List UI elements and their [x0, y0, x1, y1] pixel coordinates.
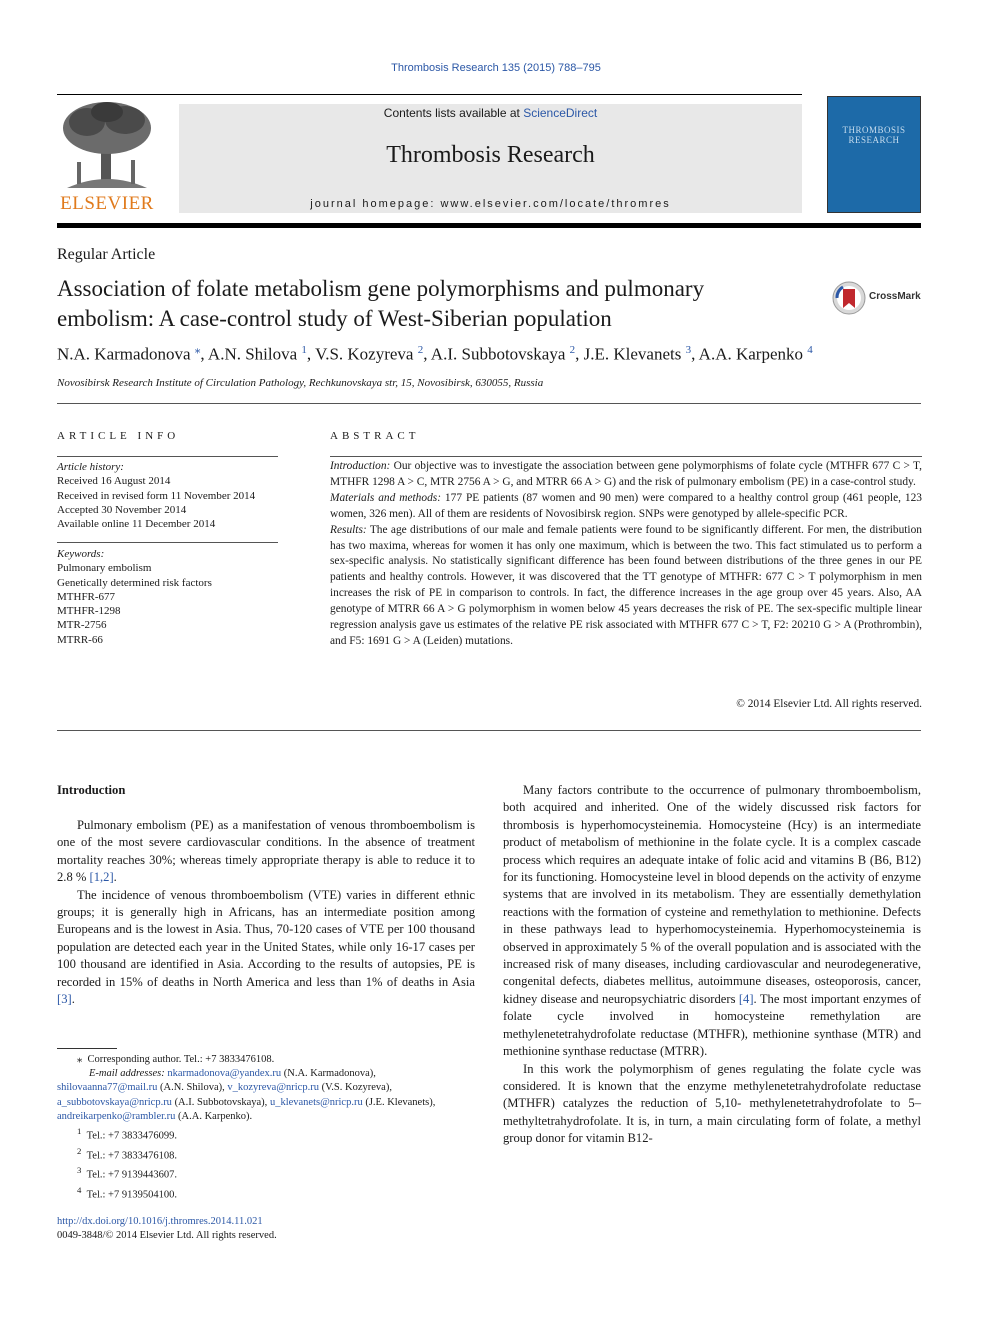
doi-link[interactable]: http://dx.doi.org/10.1016/j.thromres.2014.11.021 — [57, 1216, 263, 1227]
article-history — [57, 460, 297, 531]
keyword: Genetically determined risk factors — [57, 576, 212, 589]
tel-footnote: $^1$ Tel.: +7 3833476099. — [77, 1126, 177, 1142]
footnote-rule — [57, 1048, 117, 1049]
abstract-bottom-rule — [57, 730, 921, 731]
author-mark[interactable]: 2 — [569, 344, 576, 356]
abstract-methods: Materials and methods: 177 PE patients (87 women and 90 men) were compared to a healthy control group (461 people, 123 women, 326 men). All of them are residents of Novosibirsk region. SNPs were genotyped by allele-specific PCR. — [330, 491, 922, 520]
doi-block — [57, 1215, 277, 1243]
sciencedirect-link[interactable]: ScienceDirect — [523, 106, 598, 120]
email-addresses-cont: shilovaanna77@mail.ru (A.N. Shilova), v_kozyreva@nricp.ru (V.S. Kozyreva), — [57, 1082, 392, 1094]
article-info-rule — [57, 456, 278, 457]
right-column — [503, 782, 921, 1148]
author-mark[interactable]: 1 — [301, 344, 307, 356]
tel-footnote: $^2$ Tel.: +7 3833476108. — [77, 1145, 177, 1162]
journal-banner — [179, 104, 802, 213]
author-list — [57, 343, 813, 365]
crossmark-label: CrossMark — [869, 291, 921, 302]
abstract-rule — [330, 456, 922, 457]
affiliation-rule — [57, 403, 921, 404]
keyword: MTRR-66 — [57, 633, 103, 646]
email-addresses: E-mail addresses: nkarmadonova@yandex.ru (N.A. Karmadonova), — [89, 1068, 376, 1080]
contents-prefix: Contents lists available at — [383, 106, 524, 120]
left-column — [57, 817, 475, 1008]
keyword: MTHFR-677 — [57, 590, 116, 603]
paragraph: Many factors contribute to the occurrence of pulmonary thromboembolism, both acquired and inherited. One of the widely discussed risk factors for thrombosis is hyperhomocysteinemia. Homocysteine (Hcy) is an intermediate product of metabolism of methionine in the folate cycle. It is a complex cascade process which requires an adequate intake of folic acid and vitamins B (B6, B12) for its functioning. Homocysteine level in blood depends on the activity of enzyme systems that are involved in its metabolism. They are essentially demethylation reactions with the formation of cysteine and remethylation to methionine. Defects in these pathways lead to hyperhomocysteinemia. Hyperhomocysteinemia is observed in approximately 5 % of the overall population and is associated with the increased risk of many diseases, including cardiovascular and neurodegenerative, congenital defects, diabetes mellitus, autoimmune diseases, osteoporosis, cancer, kidney disease and neuropsychiatric disorders [4]. The most important enzymes of folate cycle involved in homocysteine remethylation are methylenetetrahydrofolate reductase (MTHFR), methionine synthase (MTR) and methionine synthase reductase (MTRR). — [503, 783, 921, 1059]
email-link[interactable]: nkarmadonova@yandex.ru — [167, 1068, 282, 1080]
author-mark[interactable]: ⁎ — [194, 344, 201, 356]
journal-name: Thrombosis Research — [386, 142, 595, 168]
contents-line — [179, 106, 802, 120]
paragraph: The incidence of venous thromboembolism (VTE) varies in different ethnic groups; it is generally high in Africans, has an intermediate position among Europeans and is the lowest in Asia. Thus, 70-120 cases of VTE per 100 thousand population are detected each year in the United States, while only 16-17 cases per 100 thousand are identified in Asia. According to the results of autopsies, PE is recorded in 15% of deaths in North America and less than 1% of deaths in Asia [3]. — [57, 887, 475, 1007]
history-item: Received in revised form 11 November 2014 — [57, 489, 256, 502]
email-link[interactable]: v_kozyreva@nricp.ru — [227, 1082, 319, 1094]
paragraph: Pulmonary embolism (PE) as a manifestation of venous thromboembolism is one of the most severe cardiovascular conditions. In the absence of treatment mortality reaches 30%; whereas timely appropriate therapy is able to reduce it to 2.8 % [1,2]. — [57, 818, 475, 885]
journal-citation[interactable]: Thrombosis Research 135 (2015) 788–795 — [391, 62, 601, 74]
article-info-heading: ARTICLE INFO — [57, 430, 180, 442]
article-title: Association of folate metabolism gene polymorphisms and pulmonary embolism: A case-control study of West-Siberian population — [57, 276, 705, 331]
author: , J.E. Klevanets — [575, 344, 686, 364]
keyword: MTHFR-1298 — [57, 605, 121, 618]
history-item: Accepted 30 November 2014 — [57, 503, 187, 516]
author-mark[interactable]: 3 — [685, 344, 692, 356]
header-rule — [57, 94, 802, 95]
elsevier-wordmark: ELSEVIER — [60, 193, 154, 214]
email-link[interactable]: andreikarpenko@rambler.ru — [57, 1110, 176, 1122]
author: , A.A. Karpenko — [691, 344, 808, 364]
corresponding-author-note: ⁎ Corresponding author. Tel.: +7 3833476108. — [77, 1054, 275, 1065]
author: , V.S. Kozyreva — [306, 344, 418, 364]
tel-footnote: $^4$ Tel.: +7 9139504100. — [77, 1185, 177, 1201]
email-addresses-cont: andreikarpenko@rambler.ru (A.A. Karpenko). — [57, 1110, 253, 1122]
history-item: Received 16 August 2014 — [57, 475, 171, 488]
keyword: MTR-2756 — [57, 619, 107, 632]
email-link[interactable]: u_klevanets@nricp.ru — [269, 1096, 363, 1108]
abstract-results: Results: The age distributions of our male and female patients were found to be significantly different. For men, the distribution has two maxima, whereas for women it has only one maximum, which is between the two. This fact stimulated us to perform a sex-specific analysis. No statistically significant difference has been found between distributions of the three genes in our PE patients and healthy controls. However, it was discovered that the TT genotype of MTHFR: 677 C > T polymorphism in men increases the risk of PE in comparison to controls. In fact, the difference increases in the age group over 45 years. Also, AA genotype of MTRR 66 A > G polymorphism in women below 45 years decreases the risk of PE. The sex-specific multiple linear regression analysis gave us estimates of the relative PE risk associated with MTHFR 677 C > T, F2: 20210 G > A (Prothrombin), and F5: 1691 G > A (Leiden) mutations. — [330, 523, 922, 647]
journal-cover — [827, 96, 921, 213]
author-mark[interactable]: 4 — [807, 344, 813, 356]
abstract-heading: ABSTRACT — [330, 430, 420, 442]
history-item: Available online 11 December 2014 — [57, 518, 216, 531]
issn-line: 0049-3848/© 2014 Elsevier Ltd. All rights reserved. — [57, 1230, 277, 1241]
paragraph: In this work the polymorphism of genes regulating the folate cycle was considered. It is known that the enzyme methylenetetrahydrofolate reductase (MTHFR) catalyzes the reduction of 5,10- methylenetetrahydrofolate to 5– methyltetrahydrofolate. It is, in turn, a main circulating form of folate, a methyl group donor for vitamin B12- — [503, 1061, 921, 1146]
history-label: Article history: — [57, 461, 124, 473]
abstract-copyright: © 2014 Elsevier Ltd. All rights reserved. — [736, 698, 922, 710]
reference-link[interactable]: [3] — [57, 992, 72, 1007]
author: , A.N. Shilova — [200, 344, 302, 364]
author: , A.I. Subbotovskaya — [423, 344, 570, 364]
email-link[interactable]: a_subbotovskaya@nricp.ru — [57, 1096, 172, 1108]
cover-title: THROMBOSIS RESEARCH — [842, 125, 906, 145]
abstract-introduction: Introduction: Our objective was to investigate the association between gene polymorphisms of folate cycle (MTHFR 677 C > T, MTHFR 1298 A > C, MTR 2756 A > G, and MTRR 66 A > G) and the risk of pulmonary embolism (PE) in a case-control study. — [330, 460, 922, 488]
email-link[interactable]: shilovaanna77@mail.ru — [57, 1082, 158, 1094]
abstract-body — [330, 459, 922, 650]
keywords-rule — [57, 542, 278, 543]
tel-footnote: $^3$ Tel.: +7 9139443607. — [77, 1165, 177, 1181]
footnotes — [57, 1053, 477, 1203]
introduction-heading: Introduction — [57, 783, 126, 797]
article-type: Regular Article — [57, 246, 156, 263]
reference-link[interactable]: [1,2] — [89, 870, 114, 885]
affiliation: Novosibirsk Research Institute of Circulation Pathology, Rechkunovskaya str, 15, Novosibirsk, 630055, Russia — [57, 377, 544, 389]
elsevier-logo — [57, 100, 157, 215]
author-mark[interactable]: 2 — [417, 344, 424, 356]
keyword: Pulmonary embolism — [57, 562, 152, 575]
journal-homepage[interactable]: journal homepage: www.elsevier.com/locate/thromres — [310, 198, 671, 210]
email-addresses-cont: a_subbotovskaya@nricp.ru (A.I. Subbotovskaya), u_klevanets@nricp.ru (J.E. Klevanets), — [57, 1096, 436, 1108]
elsevier-tree-icon — [57, 100, 157, 192]
reference-link[interactable]: [4] — [738, 991, 754, 1006]
crossmark-badge[interactable] — [832, 281, 922, 315]
header-thick-rule — [57, 223, 921, 228]
keywords — [57, 547, 297, 647]
author: N.A. Karmadonova — [57, 344, 195, 364]
keywords-label: Keywords: — [57, 548, 105, 560]
crossmark-icon — [832, 281, 866, 315]
